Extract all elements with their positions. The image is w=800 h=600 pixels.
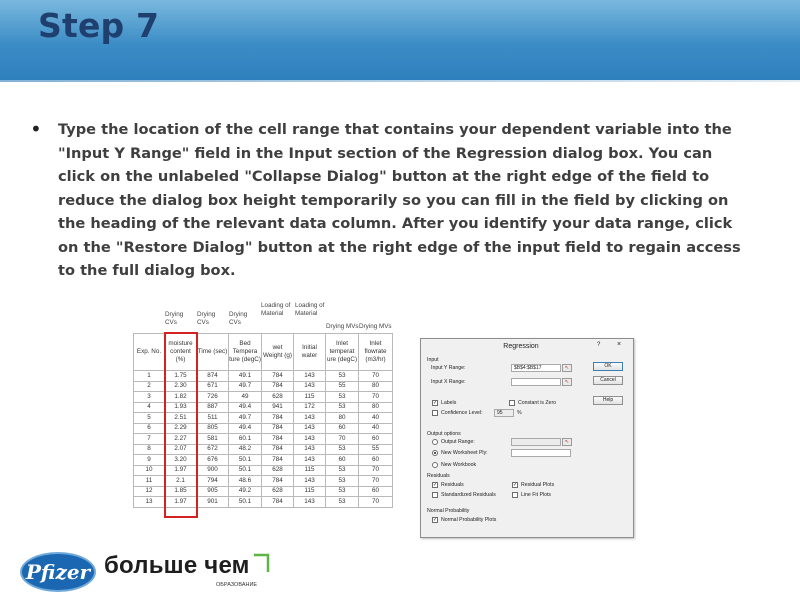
bullet-text: Type the location of the cell range that contains your dependent variable into the "Input Y Range" field in the Input section of the Regression dialog box. You can click on the unlabeled "Collapse Dialog" button at the right edge of the field to reduce the dialog box height temporarily so you can fill in the field by clicking on the heading of the relevant data column. After you identify your data range, click on the "Restore Dialog" button at the right edge of the input field to regain access to the full dialog box. bbox=[58, 121, 741, 279]
table-cell: 143 bbox=[294, 497, 326, 508]
table-cell: 581 bbox=[197, 434, 229, 445]
table-cell: 784 bbox=[262, 444, 294, 455]
top-header-1: Drying CVs bbox=[165, 311, 184, 327]
new-worksheet-field[interactable] bbox=[511, 449, 571, 457]
brand-mark-icon bbox=[253, 552, 271, 574]
ok-button[interactable]: OK bbox=[593, 362, 623, 371]
table-cell: 805 bbox=[197, 423, 229, 434]
output-range-radio[interactable] bbox=[432, 439, 438, 445]
table-cell: 784 bbox=[262, 381, 294, 392]
table-cell: 55 bbox=[359, 444, 393, 455]
table-row bbox=[134, 392, 393, 403]
table-row bbox=[134, 371, 393, 382]
table-cell: 671 bbox=[197, 381, 229, 392]
dialog-title: Regression bbox=[503, 343, 539, 350]
top-header-7: Drying MVs bbox=[359, 323, 392, 330]
table-header-row bbox=[134, 334, 393, 371]
table-row bbox=[134, 402, 393, 413]
labels-label: Labels bbox=[441, 400, 457, 406]
table-cell: 11 bbox=[134, 476, 165, 487]
table-cell: 60 bbox=[326, 423, 359, 434]
table-cell: 901 bbox=[197, 497, 229, 508]
table-cell: 143 bbox=[294, 444, 326, 455]
confidence-unit: % bbox=[517, 410, 522, 416]
table-cell: 9 bbox=[134, 455, 165, 466]
residuals-checkbox[interactable]: ✓ bbox=[433, 482, 438, 488]
table-cell: 887 bbox=[197, 402, 229, 413]
table-cell: 80 bbox=[359, 381, 393, 392]
confidence-checkbox[interactable] bbox=[432, 410, 438, 416]
table-cell: 143 bbox=[294, 434, 326, 445]
residuals-section-label: Residuals bbox=[427, 473, 450, 479]
table-cell: 80 bbox=[326, 413, 359, 424]
constant-zero-label: Constant is Zero bbox=[518, 400, 557, 406]
table-cell: 143 bbox=[294, 381, 326, 392]
output-range-field[interactable] bbox=[511, 438, 561, 446]
table-cell: 50.1 bbox=[229, 497, 262, 508]
table-cell: 1.97 bbox=[165, 465, 197, 476]
table-cell: 70 bbox=[326, 434, 359, 445]
table-cell: 6 bbox=[134, 423, 165, 434]
table-cell: 794 bbox=[197, 476, 229, 487]
table-cell: 1.93 bbox=[165, 402, 197, 413]
table-cell: 60 bbox=[326, 455, 359, 466]
table-cell: 900 bbox=[197, 465, 229, 476]
table-cell: 60.1 bbox=[229, 434, 262, 445]
top-header-4: Loading of Material bbox=[261, 302, 291, 318]
table-cell: 784 bbox=[262, 476, 294, 487]
table-cell: 53 bbox=[326, 486, 359, 497]
output-section-label: Output options bbox=[427, 431, 461, 437]
table-cell: 55 bbox=[326, 381, 359, 392]
table-cell: 40 bbox=[359, 423, 393, 434]
confidence-level-field[interactable]: 95 bbox=[494, 409, 514, 417]
new-worksheet-label: New Worksheet Ply: bbox=[441, 450, 488, 456]
close-icon[interactable]: × bbox=[617, 341, 622, 348]
table-cell: 2.07 bbox=[165, 444, 197, 455]
table-cell: 2.1 bbox=[165, 476, 197, 487]
table-cell: 143 bbox=[294, 413, 326, 424]
table-row bbox=[134, 476, 393, 487]
table-cell: 60 bbox=[359, 455, 393, 466]
table-cell: 50.1 bbox=[229, 455, 262, 466]
input-section-label: Input bbox=[427, 357, 439, 363]
top-header-6: Drying MVs bbox=[326, 323, 359, 330]
residual-plots-checkbox[interactable]: ✓ bbox=[513, 482, 518, 488]
table-cell: 53 bbox=[326, 402, 359, 413]
top-header-5: Loading of Material bbox=[295, 302, 325, 318]
table-cell: 115 bbox=[294, 392, 326, 403]
collapse-dialog-x-icon[interactable]: ↖ bbox=[562, 378, 572, 386]
collapse-dialog-output-icon[interactable]: ↖ bbox=[562, 438, 572, 446]
table-cell: 2.27 bbox=[165, 434, 197, 445]
help-button[interactable]: Help bbox=[593, 396, 623, 405]
table-cell: 12 bbox=[134, 486, 165, 497]
output-range-label: Output Range: bbox=[441, 439, 475, 445]
table-row bbox=[134, 497, 393, 508]
table-cell: 49.4 bbox=[229, 402, 262, 413]
table-cell: 8 bbox=[134, 444, 165, 455]
column-header: Exp. No. bbox=[134, 334, 165, 371]
table-cell: 48.2 bbox=[229, 444, 262, 455]
table-row bbox=[134, 434, 393, 445]
normal-probability-plots-checkbox[interactable]: ✓ bbox=[433, 517, 438, 523]
table-row bbox=[134, 423, 393, 434]
table-cell: 676 bbox=[197, 455, 229, 466]
new-workbook-label: New Workbook bbox=[441, 462, 477, 468]
table-cell: 60 bbox=[359, 486, 393, 497]
table-cell: 49.2 bbox=[229, 486, 262, 497]
table-cell: 2 bbox=[134, 381, 165, 392]
table-cell: 672 bbox=[197, 444, 229, 455]
table-cell: 726 bbox=[197, 392, 229, 403]
table-cell: 628 bbox=[262, 465, 294, 476]
table-cell: 49.1 bbox=[229, 371, 262, 382]
table-cell: 143 bbox=[294, 476, 326, 487]
input-x-label: Input X Range: bbox=[431, 379, 466, 385]
table-cell: 784 bbox=[262, 497, 294, 508]
residuals-label: Residuals bbox=[441, 482, 464, 488]
table-cell: 1 bbox=[134, 371, 165, 382]
line-fit-plots-label: Line Fit Plots bbox=[521, 492, 551, 498]
input-x-range-field[interactable] bbox=[511, 378, 561, 386]
normal-probability-plots-label: Normal Probability Plots bbox=[441, 517, 497, 523]
table-cell: 48.6 bbox=[229, 476, 262, 487]
new-worksheet-radio[interactable] bbox=[432, 450, 438, 456]
pfizer-logo: Pfizer bbox=[20, 552, 96, 592]
table-cell: 1.97 bbox=[165, 497, 197, 508]
brand-subtitle: ОБРАЗОВАНИЕ bbox=[216, 582, 258, 588]
table-cell: 3.20 bbox=[165, 455, 197, 466]
table-cell: 7 bbox=[134, 434, 165, 445]
table-cell: 49.7 bbox=[229, 413, 262, 424]
table-cell: 143 bbox=[294, 455, 326, 466]
normal-probability-section-label: Normal Probability bbox=[427, 508, 470, 514]
table-cell: 80 bbox=[359, 402, 393, 413]
table-cell: 2.29 bbox=[165, 423, 197, 434]
table-cell: 70 bbox=[359, 497, 393, 508]
table-row bbox=[134, 444, 393, 455]
table-cell: 70 bbox=[359, 371, 393, 382]
table-cell: 50.1 bbox=[229, 465, 262, 476]
table-cell: 53 bbox=[326, 392, 359, 403]
help-icon[interactable]: ? bbox=[597, 342, 601, 348]
table-row bbox=[134, 381, 393, 392]
column-header: Inlet temperat ure (degC) bbox=[326, 334, 359, 371]
table-cell: 53 bbox=[326, 371, 359, 382]
spreadsheet bbox=[133, 296, 395, 518]
table-cell: 13 bbox=[134, 497, 165, 508]
table-cell: 70 bbox=[359, 476, 393, 487]
standardized-residuals-checkbox[interactable] bbox=[432, 492, 438, 498]
column-header: wet Weight (g) bbox=[262, 334, 294, 371]
top-header-2: Drying CVs bbox=[197, 311, 216, 327]
table-cell: 53 bbox=[326, 444, 359, 455]
table-cell: 784 bbox=[262, 371, 294, 382]
collapse-dialog-icon[interactable]: ↖ bbox=[562, 364, 572, 372]
table-cell: 784 bbox=[262, 413, 294, 424]
table-cell: 784 bbox=[262, 434, 294, 445]
column-header: Time (sec) bbox=[197, 334, 229, 371]
table-cell: 784 bbox=[262, 423, 294, 434]
table-cell: 53 bbox=[326, 476, 359, 487]
standardized-residuals-label: Standardized Residuals bbox=[441, 492, 496, 498]
table-cell: 143 bbox=[294, 371, 326, 382]
column-header: Inlet flowrate (m3/hr) bbox=[359, 334, 393, 371]
table-cell: 115 bbox=[294, 465, 326, 476]
input-y-range-field[interactable]: $B$4:$B$17 bbox=[511, 364, 561, 372]
table-cell: 628 bbox=[262, 392, 294, 403]
table-cell: 53 bbox=[326, 465, 359, 476]
table-cell: 115 bbox=[294, 486, 326, 497]
table-cell: 1.85 bbox=[165, 486, 197, 497]
table-cell: 874 bbox=[197, 371, 229, 382]
column-header: moisture content (%) bbox=[165, 334, 197, 371]
line-fit-plots-checkbox[interactable] bbox=[512, 492, 518, 498]
table-cell: 905 bbox=[197, 486, 229, 497]
table-cell: 5 bbox=[134, 413, 165, 424]
table-cell: 172 bbox=[294, 402, 326, 413]
table-cell: 40 bbox=[359, 413, 393, 424]
column-header: Initial water bbox=[294, 334, 326, 371]
table-cell: 10 bbox=[134, 465, 165, 476]
table-cell: 4 bbox=[134, 402, 165, 413]
table-cell: 70 bbox=[359, 465, 393, 476]
bullet-marker: • bbox=[30, 117, 42, 141]
table-cell: 49.7 bbox=[229, 381, 262, 392]
constant-zero-checkbox[interactable] bbox=[509, 400, 515, 406]
table-cell: 3 bbox=[134, 392, 165, 403]
cancel-button[interactable]: Cancel bbox=[593, 376, 623, 385]
table-cell: 49 bbox=[229, 392, 262, 403]
table-row bbox=[134, 465, 393, 476]
table-cell: 628 bbox=[262, 486, 294, 497]
new-workbook-radio[interactable] bbox=[432, 462, 438, 468]
table-cell: 2.51 bbox=[165, 413, 197, 424]
table-cell: 941 bbox=[262, 402, 294, 413]
confidence-label: Confidence Level: bbox=[441, 410, 483, 416]
table-cell: 143 bbox=[294, 423, 326, 434]
table-cell: 70 bbox=[359, 392, 393, 403]
top-header-3: Drying CVs bbox=[229, 311, 248, 327]
table-cell: 511 bbox=[197, 413, 229, 424]
labels-checkbox[interactable]: ✓ bbox=[433, 400, 438, 406]
brand-tagline: больше чем bbox=[104, 552, 250, 579]
input-y-label: Input Y Range: bbox=[431, 365, 466, 371]
table-cell: 2.30 bbox=[165, 381, 197, 392]
table-cell: 1.82 bbox=[165, 392, 197, 403]
table-cell: 1.75 bbox=[165, 371, 197, 382]
slide-title: Step 7 bbox=[38, 6, 160, 45]
data-table bbox=[133, 333, 393, 508]
table-row bbox=[134, 486, 393, 497]
table-row bbox=[134, 413, 393, 424]
table-cell: 60 bbox=[359, 434, 393, 445]
residual-plots-label: Residual Plots bbox=[521, 482, 555, 488]
table-row bbox=[134, 455, 393, 466]
table-cell: 49.4 bbox=[229, 423, 262, 434]
table-cell: 784 bbox=[262, 455, 294, 466]
column-header: Bed Tempera ture (degC) bbox=[229, 334, 262, 371]
regression-dialog bbox=[420, 338, 634, 538]
table-cell: 53 bbox=[326, 497, 359, 508]
